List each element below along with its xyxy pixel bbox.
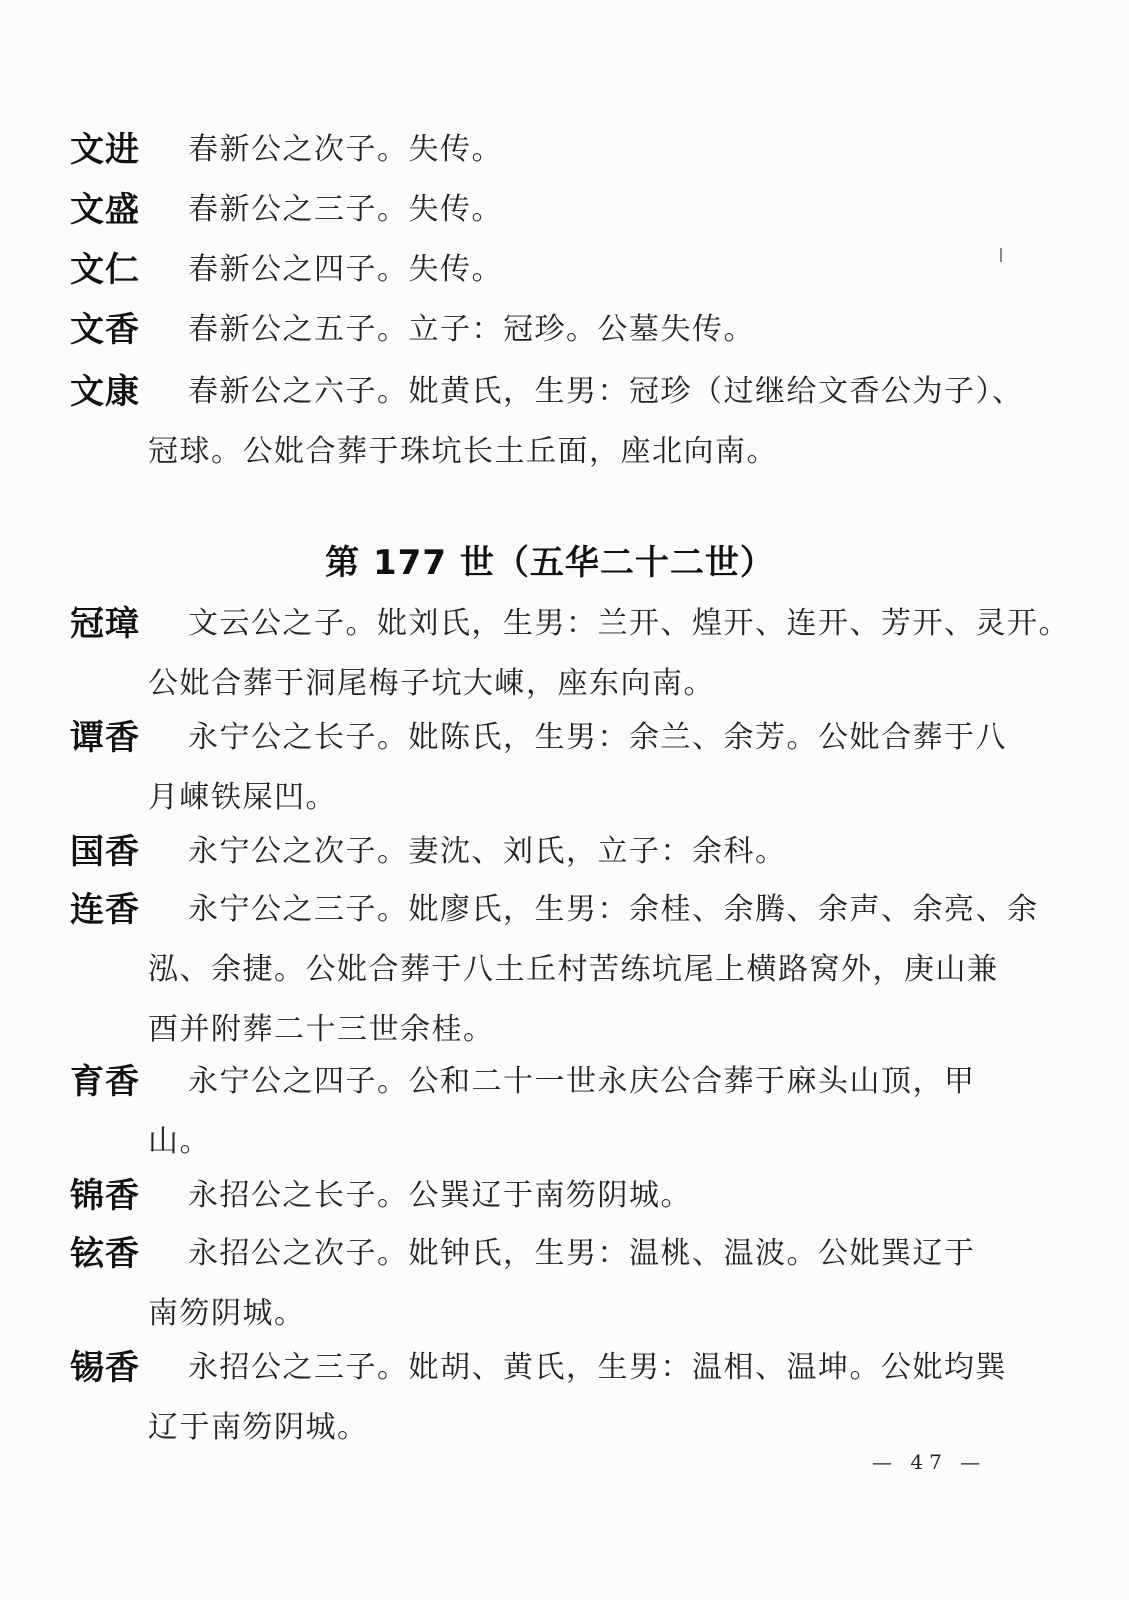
entry-text: 山。 [148, 1124, 211, 1159]
entry-name: 文香 [70, 310, 140, 350]
entry-text: 酉并附葬二十三世余桂。 [148, 1012, 495, 1047]
entry-line-continued [70, 940, 1020, 1000]
entry-wenkang [70, 362, 1024, 482]
entry-line-continued [70, 1398, 1020, 1458]
entry-hongxiang [70, 1224, 1020, 1344]
entry-line [70, 1338, 1020, 1398]
entry-line [70, 708, 1020, 768]
entry-line-continued [70, 1284, 1020, 1344]
entry-text: 永招公之次子。妣钟氏，生男：温桃、温波。公妣巽辽于 [188, 1236, 976, 1271]
entry-name: 育香 [70, 1062, 140, 1102]
entry-wenren [70, 240, 1020, 300]
entry-line [70, 362, 1024, 422]
entry-text: 永宁公之次子。妻沈、刘氏，立子：余科。 [188, 834, 787, 869]
entry-name: 文盛 [70, 190, 140, 230]
entry-text: 春新公之四子。失传。 [188, 252, 503, 287]
entry-name: 铉香 [70, 1234, 140, 1274]
entry-text: 泓、余捷。公妣合葬于八土丘村苦练坑尾上横路窝外，庚山兼 [148, 952, 999, 987]
entry-text: 春新公之三子。失传。 [188, 192, 503, 227]
entry-line [70, 300, 1020, 360]
entry-name: 冠璋 [70, 604, 140, 644]
entry-text: 春新公之六子。妣黄氏，生男：冠珍（过继给文香公为子）、 [188, 374, 1024, 409]
entry-wenjin [70, 120, 1020, 180]
scan-mark [1000, 248, 1002, 262]
entry-line-continued [70, 1112, 1020, 1172]
entry-line-continued [70, 422, 1020, 482]
entry-name: 谭香 [70, 718, 140, 758]
entry-line [70, 822, 1020, 882]
entry-line [70, 594, 1070, 654]
entry-wenxiang [70, 300, 1020, 360]
entry-line [70, 180, 1020, 240]
entry-xixiang [70, 1338, 1020, 1458]
entry-line [70, 880, 1039, 940]
entry-guoxiang [70, 822, 1020, 882]
entry-text: 冠球。公妣合葬于珠坑长土丘面，座北向南。 [148, 434, 778, 469]
entry-line [70, 1224, 1020, 1284]
entry-text: 南笏阴城。 [148, 1296, 306, 1331]
entry-line-continued [70, 654, 1020, 714]
entry-line-continued [70, 1000, 1020, 1060]
entry-text: 月崠铁屎凹。 [148, 780, 337, 815]
entry-text: 春新公之五子。立子：冠珍。公墓失传。 [188, 312, 755, 347]
entry-name: 锦香 [70, 1176, 140, 1216]
entry-line-continued [70, 768, 1020, 828]
entry-text: 永宁公之四子。公和二十一世永庆公合葬于麻头山顶，甲 [188, 1064, 976, 1099]
entry-text: 永招公之三子。妣胡、黄氏，生男：温相、温坤。公妣均巽 [188, 1350, 1007, 1385]
entry-line [70, 240, 1020, 300]
entry-tanxiang [70, 708, 1020, 828]
entry-guanzhang [70, 594, 1070, 714]
entry-lianxiang [70, 880, 1039, 1060]
entry-name: 锡香 [70, 1348, 140, 1388]
entry-text: 永宁公之三子。妣廖氏，生男：余桂、余腾、余声、余亮、余 [188, 892, 1039, 927]
entry-name: 国香 [70, 832, 140, 872]
entry-text: 辽于南笏阴城。 [148, 1410, 369, 1445]
entry-line [70, 1166, 1020, 1226]
entry-text: 永招公之长子。公巽辽于南笏阴城。 [188, 1178, 692, 1213]
entry-jinxiang [70, 1166, 1020, 1226]
entry-name: 文康 [70, 372, 140, 412]
entry-line [70, 120, 1020, 180]
entry-text: 永宁公之长子。妣陈氏，生男：余兰、余芳。公妣合葬于八 [188, 720, 1007, 755]
page-number: — 47 — [872, 1450, 987, 1474]
entry-name: 文进 [70, 130, 140, 170]
entry-yuxiang [70, 1052, 1020, 1172]
section-title: 第 177 世（五华二十二世） [325, 543, 775, 583]
entry-name: 文仁 [70, 250, 140, 290]
entry-text: 公妣合葬于洞尾梅子坑大崠，座东向南。 [148, 666, 715, 701]
entry-line [70, 1052, 1020, 1112]
entry-wensheng [70, 180, 1020, 240]
entry-text: 文云公之子。妣刘氏，生男：兰开、煌开、连开、芳开、灵开。 [188, 606, 1070, 641]
entry-text: 春新公之次子。失传。 [188, 132, 503, 167]
entry-name: 连香 [70, 890, 140, 930]
